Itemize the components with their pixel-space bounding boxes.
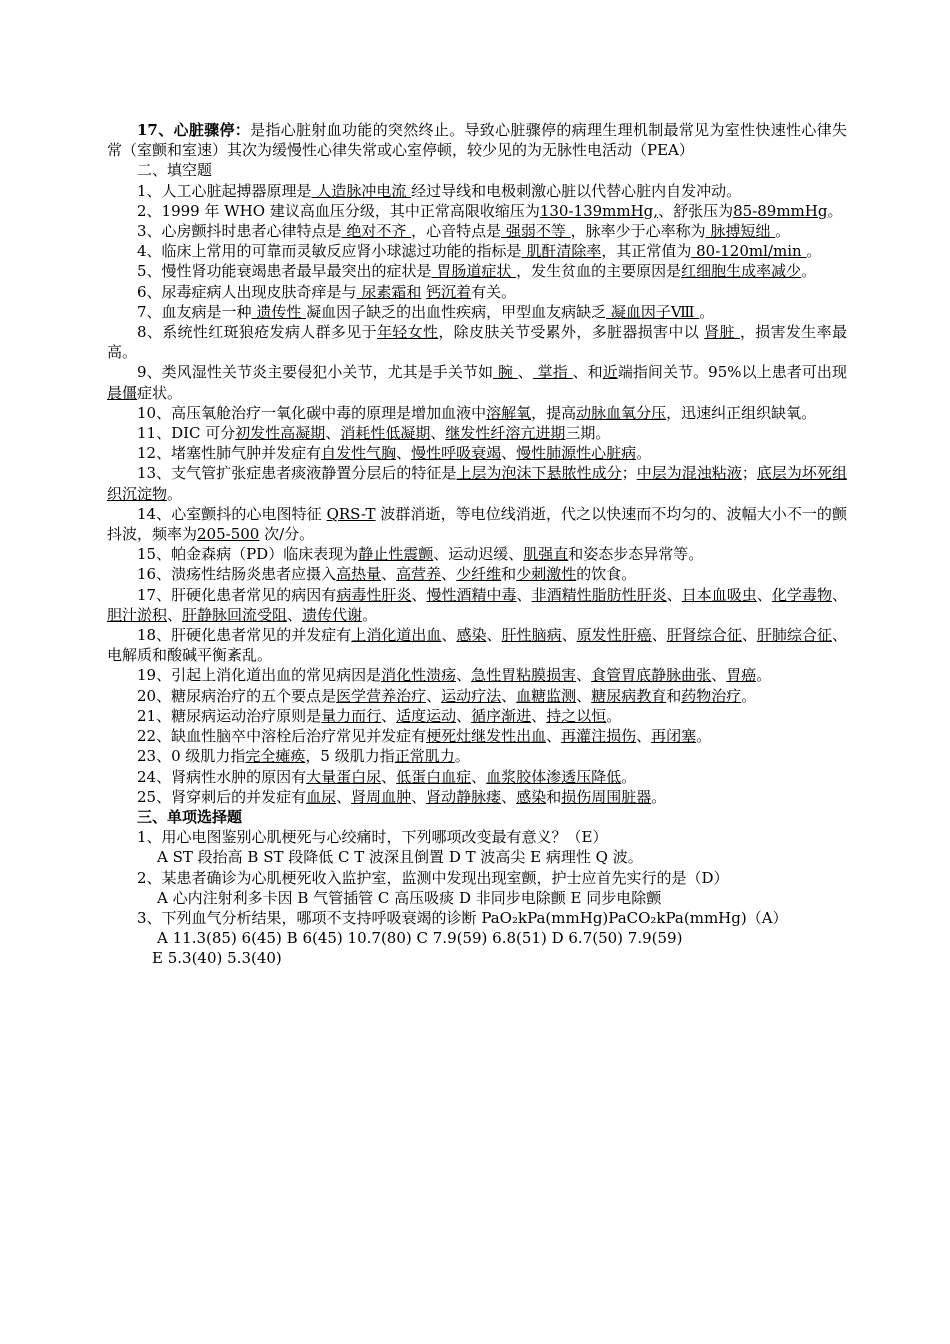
answer-blank: 慢性肺源性心脏病 (516, 444, 637, 463)
paragraph-13 (107, 443, 847, 463)
text-run: 、 (441, 565, 457, 584)
answer-blank: 继发性纤溶亢进期 (445, 424, 566, 443)
text-run: 14、心室颤抖的心电图特征 (137, 504, 327, 523)
text-run: 、 (396, 444, 412, 463)
paragraph-10 (107, 362, 847, 402)
text-run: 、 (325, 424, 341, 443)
text-run: 18、肝硬化患者常见的并发症有 (137, 626, 352, 645)
answer-blank: 药物治疗 (681, 686, 742, 705)
text-run: 、 (756, 585, 772, 604)
answer-blank: 钙沉着 (426, 282, 472, 301)
answer-blank: 医学营养治疗 (336, 686, 427, 705)
text-run: 和 (666, 686, 682, 705)
paragraph-11 (107, 403, 847, 423)
answer-blank: 85-89mmHg (733, 201, 828, 220)
text-run: 。 (636, 444, 652, 463)
text-run: 。 (827, 201, 843, 220)
text-run: 次/分。 (259, 525, 315, 544)
answer-blank: 年轻女性 (376, 323, 439, 342)
text-run: 4、临床上常用的可靠而灵敏反应肾小球滤过功能的指标是 (137, 242, 522, 261)
answer-blank: 肾脏 (704, 323, 740, 342)
answer-blank: 非酒精性脂肪性肝炎 (531, 585, 667, 604)
answer-blank: 大量蛋白尿 (306, 767, 382, 786)
text-run: 。 (741, 686, 757, 705)
text-run: ，除皮肤关节受累外，多脏器损害中以 (438, 323, 705, 342)
paragraph-1 (107, 160, 847, 180)
paragraph-33 (107, 928, 847, 948)
paragraph-5 (107, 241, 847, 261)
paragraph-19 (107, 625, 847, 665)
text-run: 和姿态步态异常等。 (568, 545, 704, 564)
text-run: 3、下列血气分析结果，哪项不支持呼吸衰竭的诊断 PaO₂kPa(mmHg)PaCO₂kPa(mmHg)（A） (137, 908, 788, 927)
answer-blank: 食管胃底静脉曲张 (591, 666, 712, 685)
text-run: 、运动迟缓、 (433, 545, 524, 564)
paragraph-30 (107, 868, 847, 888)
text-run: 。 (167, 484, 183, 503)
paragraph-0 (107, 120, 847, 160)
answer-blank: QRS-T (326, 504, 376, 523)
answer-blank: 循序渐进 (471, 706, 532, 725)
paragraph-27 (107, 807, 847, 827)
text-run: 、 (441, 626, 457, 645)
text-run: 、 (167, 605, 183, 624)
text-run: A ST 段抬高 B ST 段降低 C T 波深且倒置 D T 波高尖 E 病理性 Q 波。 (157, 848, 643, 867)
text-run: 、 (411, 787, 427, 806)
text-run: 有关。 (471, 282, 517, 301)
text-run: 的饮食。 (576, 565, 637, 584)
answer-blank: 再灌注损伤 (561, 727, 637, 746)
text-run: 、 (831, 585, 847, 604)
answer-blank: 急性胃粘膜损害 (471, 666, 577, 685)
answer-blank: 80-120ml/min (691, 242, 807, 261)
text-run: 。 (454, 747, 470, 766)
answer-blank: 掌指 (532, 363, 573, 382)
paragraph-15 (107, 504, 847, 544)
text-run: ，心音特点是 (411, 222, 502, 241)
answer-blank: 动脉血氧分压 (576, 403, 667, 422)
paragraph-23 (107, 726, 847, 746)
text-run: 。 (696, 727, 712, 746)
answer-blank: 尿素霜和 (356, 282, 422, 301)
text-run: 6、尿毒症病人出现皮肤奇痒是与 (137, 282, 357, 301)
text-run: ，脉率少于心率称为 (570, 222, 706, 241)
text-run: 、 (741, 626, 757, 645)
answer-blank: 自发性气胸 (321, 444, 397, 463)
document-page (107, 120, 847, 969)
text-run: 。 (775, 222, 791, 241)
text-run: 20、糖尿病治疗的五个要点是 (137, 686, 337, 705)
bold-text: 17、心脏骤停： (137, 121, 251, 139)
paragraph-32 (107, 908, 847, 928)
text-run: 、 (546, 727, 562, 746)
text-run: 、舒张压为 (658, 201, 734, 220)
text-run: 9、类风湿性关节炎主要侵犯小关节，尤其是手关节如 (137, 363, 494, 382)
paragraph-18 (107, 585, 847, 625)
answer-blank: 近 (602, 363, 618, 382)
text-run: 、 (636, 727, 652, 746)
text-run: 8、系统性红斑狼疮发病人群多见于 (137, 323, 377, 342)
answer-blank: 人造脉冲电流 (311, 181, 412, 200)
answer-blank: 腕 (493, 363, 518, 382)
answer-blank: 肌强直 (523, 545, 569, 564)
text-run: 。 (362, 605, 378, 624)
text-run: 、 (381, 706, 397, 725)
text-run: 二、填空题 (137, 161, 213, 180)
answer-blank: 上层为泡沫下悬脓性成分 (456, 464, 622, 483)
text-run: 15、帕金森病（PD）临床表现为 (137, 545, 359, 564)
paragraph-21 (107, 686, 847, 706)
text-run: 、 (471, 767, 487, 786)
paragraph-25 (107, 767, 847, 787)
answer-blank: 凝血因子Ⅷ (606, 302, 700, 321)
answer-blank: 初发性高凝期 (235, 424, 326, 443)
text-run: 、 (430, 424, 446, 443)
text-run: 3、心房颤抖时患者心律特点是 (137, 222, 342, 241)
text-run: 三、单项选择题 (137, 807, 243, 826)
text-run: ，迅速纠正组织缺氧。 (666, 403, 817, 422)
answer-blank: 肝肺综合征 (756, 626, 832, 645)
answer-blank: 遗传代谢 (302, 605, 363, 624)
answer-blank: 上消化道出血 (351, 626, 442, 645)
paragraph-28 (107, 827, 847, 847)
answer-blank: 持之以恒 (546, 706, 607, 725)
text-run: 波群消逝，等电位线消逝，代之以快速而不均匀的、波幅大小不一的颤抖波，频率为 (107, 504, 847, 544)
text-run: 11、DIC 可分 (137, 424, 236, 443)
answer-blank: 适度运动 (396, 706, 457, 725)
text-run: 1、用心电图鉴别心肌梗死与心绞痛时，下列哪项改变最有意义？（E） (137, 828, 608, 847)
text-run: A 11.3(85) 6(45) B 6(45) 10.7(80) C 7.9(59) 6.8(51) D 6.7(50) 7.9(59) (157, 929, 683, 948)
text-run: 凝血因子缺乏的出血性疾病，甲型血友病缺乏 (306, 302, 607, 321)
text-run: 16、溃疡性结肠炎患者应摄入 (137, 565, 337, 584)
answer-blank: 损伤周围脏器 (561, 787, 652, 806)
text-run: 、 (456, 666, 472, 685)
paragraph-26 (107, 787, 847, 807)
answer-blank: 慢性呼吸衰竭 (411, 444, 502, 463)
paragraph-24 (107, 746, 847, 766)
answer-blank: 血尿 (306, 787, 337, 806)
answer-blank: 原发性肝癌 (576, 626, 652, 645)
answer-blank: 晨僵 (107, 383, 138, 402)
answer-blank: 血浆胶体渗透压降低 (486, 767, 622, 786)
answer-blank: 脉搏短绌 (705, 222, 776, 241)
text-run: 、 (381, 767, 397, 786)
answer-blank: 溶解氧 (486, 403, 532, 422)
paragraph-8 (107, 302, 847, 322)
answer-blank: 中层为混浊粘液 (636, 464, 742, 483)
text-run: ，提高 (531, 403, 577, 422)
answer-blank: 病毒性肝炎 (336, 585, 412, 604)
answer-blank: 量力而行 (321, 706, 382, 725)
answer-blank: 少纤维 (456, 565, 502, 584)
answer-blank: 130-139mmHg, (539, 201, 659, 220)
paragraph-7 (107, 282, 847, 302)
text-run: ； (621, 464, 637, 483)
text-run: 、 (456, 706, 472, 725)
text-run: 、 (486, 626, 502, 645)
answer-blank: 肝静脉回流受阻 (182, 605, 288, 624)
text-run: 、 (501, 787, 517, 806)
text-run: 、和 (572, 363, 603, 382)
text-run: 1、人工心脏起搏器原理是 (137, 181, 312, 200)
answer-blank: 胆汁淤积 (107, 605, 168, 624)
answer-blank: 消化性溃疡 (381, 666, 457, 685)
paragraph-4 (107, 221, 847, 241)
answer-blank: 感染 (456, 626, 487, 645)
answer-blank: 消耗性低凝期 (340, 424, 431, 443)
answer-blank: 高营养 (396, 565, 442, 584)
text-run: 23、0 级肌力指 (137, 747, 246, 766)
answer-blank: 绝对不齐 (341, 222, 412, 241)
text-run: ，5 级肌力指 (305, 747, 395, 766)
text-run: ，损害发生率最高。 (107, 323, 847, 362)
text-run: 、 (561, 626, 577, 645)
answer-blank: 胃癌 (726, 666, 757, 685)
text-run: 。 (699, 302, 715, 321)
answer-blank: 高热量 (336, 565, 382, 584)
text-run: 症状。 (137, 383, 183, 402)
paragraph-31 (107, 888, 847, 908)
text-run: 25、肾穿刺后的并发症有 (137, 787, 307, 806)
text-run: 13、支气管扩张症患者痰液静置分层后的特征是 (137, 464, 457, 483)
paragraph-34 (107, 948, 847, 968)
text-run: 是指心脏射血功能的突然终止。导致心脏骤停的病理生理机制最常见为室性快速性心律失常（室颤和室速）其次为缓慢性心律失常或心室停顿，较少见的为无脉性电活动（PEA） (107, 121, 847, 160)
text-run: 经过导线和电极刺激心脏以代替心脏内自发冲动。 (411, 181, 742, 200)
text-run: 2、1999 年 WHO 建议高血压分级，其中正常高限收缩压为 (137, 201, 540, 220)
answer-blank: 红细胞生成率减少 (681, 262, 802, 281)
paragraph-17 (107, 564, 847, 584)
text-run: 、 (517, 363, 533, 382)
answer-blank: 205-500 (197, 525, 260, 544)
answer-blank: 化学毒物 (771, 585, 832, 604)
answer-blank: 梗死灶继发性出血 (426, 727, 547, 746)
text-run: E 5.3(40) 5.3(40) (152, 949, 282, 968)
text-run: 17、肝硬化患者常见的病因有 (137, 585, 337, 604)
paragraph-29 (107, 847, 847, 867)
answer-blank: 再闭塞 (651, 727, 697, 746)
answer-blank: 静止性震颤 (358, 545, 434, 564)
answer-blank: 肾周血肿 (351, 787, 412, 806)
text-run: 、 (666, 585, 682, 604)
paragraph-16 (107, 544, 847, 564)
answer-blank: 肾动静脉瘘 (426, 787, 502, 806)
answer-blank: 肝肾综合征 (666, 626, 742, 645)
text-run: 三期。 (565, 424, 611, 443)
paragraph-3 (107, 201, 847, 221)
text-run: 、电解质和酸碱平衡紊乱。 (107, 626, 847, 665)
text-run: 、 (711, 666, 727, 685)
paragraph-6 (107, 261, 847, 281)
text-run: 、 (501, 686, 517, 705)
text-run: A 心内注射利多卡因 B 气管插管 C 高压吸痰 D 非同步电除颤 E 同步电除颤 (157, 888, 662, 907)
text-run: 7、血友病是一种 (137, 302, 252, 321)
text-run: 24、肾病性水肿的原因有 (137, 767, 307, 786)
paragraph-2 (107, 181, 847, 201)
answer-blank: 正常肌力 (394, 747, 455, 766)
answer-blank: 糖尿病教育 (591, 686, 667, 705)
text-run: 、 (287, 605, 303, 624)
text-run: ； (741, 464, 757, 483)
text-run: 。 (621, 767, 637, 786)
answer-blank: 肝性脑病 (501, 626, 562, 645)
text-run: 12、堵塞性肺气肿并发症有 (137, 444, 322, 463)
paragraph-14 (107, 463, 847, 503)
text-run: ，其正常值为 (601, 242, 692, 261)
text-run: 。 (801, 262, 817, 281)
text-run: 22、缺血性脑卒中溶栓后治疗常见并发症有 (137, 727, 427, 746)
text-run: 、 (411, 585, 427, 604)
answer-blank: 运动疗法 (441, 686, 502, 705)
text-run: 。 (606, 706, 622, 725)
paragraph-22 (107, 706, 847, 726)
text-run: 19、引起上消化道出血的常见病因是 (137, 666, 382, 685)
text-run: 。 (806, 242, 822, 261)
answer-blank: 日本血吸虫 (681, 585, 757, 604)
text-run: 10、高压氧舱治疗一氧化碳中毒的原理是增加血液中 (137, 403, 487, 422)
text-run: 5、慢性肾功能衰竭患者最早最突出的症状是 (137, 262, 432, 281)
answer-blank: 感染 (516, 787, 547, 806)
text-run: 、 (426, 686, 442, 705)
text-run: 2、某患者确诊为心肌梗死收入监护室，监测中发现出现室颤，护士应首先实行的是（D） (137, 868, 729, 887)
text-run: 。 (756, 666, 772, 685)
answer-blank: 强弱不等 (501, 222, 571, 241)
answer-blank: 血糖监测 (516, 686, 577, 705)
text-run: 。 (651, 787, 667, 806)
paragraph-12 (107, 423, 847, 443)
text-run: ，发生贫血的主要原因是 (516, 262, 682, 281)
answer-blank: 完全瘫痪 (245, 747, 306, 766)
text-run: 端指间关节。95%以上患者可出现 (617, 363, 847, 382)
answer-blank: 低蛋白血症 (396, 767, 472, 786)
text-run: 、 (651, 626, 667, 645)
answer-blank: 少刺激性 (516, 565, 577, 584)
text-run: 和 (546, 787, 562, 806)
paragraph-9 (107, 322, 847, 362)
text-run: 21、糖尿病运动治疗原则是 (137, 706, 322, 725)
text-run: 、 (576, 666, 592, 685)
answer-blank: 底层为坏死组织沉淀物 (107, 464, 847, 503)
answer-blank: 胃肠道症状 (431, 262, 517, 281)
answer-blank: 肌酐清除率 (521, 242, 602, 261)
text-run: 、 (501, 444, 517, 463)
answer-blank: 遗传性 (251, 302, 307, 321)
text-run: 和 (501, 565, 517, 584)
answer-blank: 慢性酒精中毒 (426, 585, 517, 604)
text-run: 、 (576, 686, 592, 705)
text-run: 、 (336, 787, 352, 806)
paragraph-20 (107, 665, 847, 685)
text-run: 、 (516, 585, 532, 604)
text-run: 、 (531, 706, 547, 725)
text-run: 、 (381, 565, 397, 584)
